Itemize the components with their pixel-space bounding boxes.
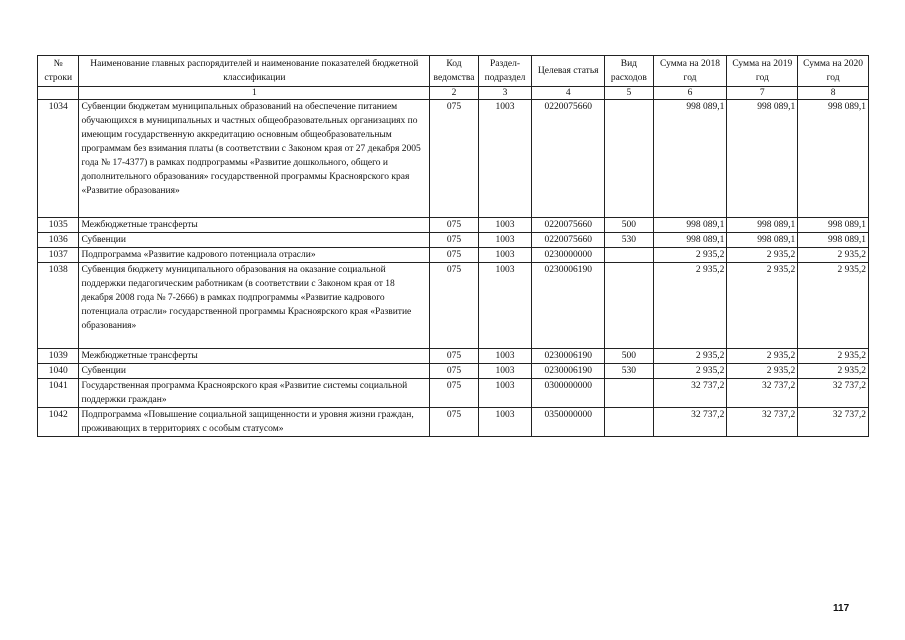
row-name: Межбюджетные трансферты — [79, 349, 430, 364]
row-target-article: 0230006190 — [532, 349, 605, 364]
row-target-article: 0220075660 — [532, 218, 605, 233]
row-department-code: 075 — [430, 218, 479, 233]
row-number: 1041 — [38, 379, 79, 408]
header-department-code: Код ведомства — [430, 56, 479, 87]
row-department-code: 075 — [430, 248, 479, 263]
row-department-code: 075 — [430, 263, 479, 349]
column-number: 4 — [532, 87, 605, 100]
column-number: 3 — [478, 87, 532, 100]
header-sum-2020: Сумма на 2020 год — [798, 56, 869, 87]
table-row — [38, 233, 869, 248]
row-sum-2020: 32 737,2 — [798, 379, 869, 408]
row-sum-2018: 998 089,1 — [653, 100, 727, 218]
header-name: Наименование главных распорядителей и наименование показателей бюджетной классификации — [79, 56, 430, 87]
header-section: Раздел-подраздел — [478, 56, 532, 87]
budget-table — [37, 55, 869, 437]
column-number — [38, 87, 79, 100]
row-number: 1038 — [38, 263, 79, 349]
row-sum-2019: 32 737,2 — [727, 379, 798, 408]
header-row — [38, 56, 869, 87]
column-number: 6 — [653, 87, 727, 100]
row-sum-2020: 2 935,2 — [798, 248, 869, 263]
row-section: 1003 — [478, 248, 532, 263]
header-target-article: Целевая статья — [532, 56, 605, 87]
row-name: Государственная программа Красноярского края «Развитие системы социальной поддержки граждан» — [79, 379, 430, 408]
table-row — [38, 379, 869, 408]
header-sum-2019: Сумма на 2019 год — [727, 56, 798, 87]
row-target-article: 0230000000 — [532, 248, 605, 263]
row-name: Субвенция бюджету муниципального образования на оказание социальной поддержки педагогическим работникам (в соответствии с Законом края от 18 декабря 2008 года № 7-2666) в рамках подпрограммы «Развитие кадрового потенциала отрасли» государственной программы Красноярского края «Развитие образования» — [79, 263, 430, 349]
row-expense-type: 530 — [605, 233, 654, 248]
row-sum-2020: 2 935,2 — [798, 364, 869, 379]
row-sum-2019: 998 089,1 — [727, 233, 798, 248]
column-number-row — [38, 87, 869, 100]
row-number: 1039 — [38, 349, 79, 364]
row-section: 1003 — [478, 364, 532, 379]
row-expense-type — [605, 248, 654, 263]
row-sum-2018: 2 935,2 — [653, 248, 727, 263]
row-target-article: 0300000000 — [532, 379, 605, 408]
row-expense-type — [605, 263, 654, 349]
row-section: 1003 — [478, 379, 532, 408]
row-number: 1035 — [38, 218, 79, 233]
row-sum-2018: 998 089,1 — [653, 218, 727, 233]
row-sum-2020: 2 935,2 — [798, 263, 869, 349]
header-expense-type: Вид расходов — [605, 56, 654, 87]
table-row — [38, 100, 869, 218]
row-name: Субвенции — [79, 364, 430, 379]
row-sum-2018: 998 089,1 — [653, 233, 727, 248]
row-sum-2018: 2 935,2 — [653, 364, 727, 379]
row-sum-2019: 2 935,2 — [727, 364, 798, 379]
table-body — [38, 100, 869, 437]
table-row — [38, 364, 869, 379]
row-department-code: 075 — [430, 379, 479, 408]
row-number: 1036 — [38, 233, 79, 248]
row-expense-type: 530 — [605, 364, 654, 379]
row-expense-type: 500 — [605, 349, 654, 364]
row-sum-2020: 998 089,1 — [798, 233, 869, 248]
row-sum-2018: 2 935,2 — [653, 349, 727, 364]
row-name: Субвенции бюджетам муниципальных образований на обеспечение питанием обучающихся в муниципальных и частных общеобразовательных организациях по имеющим государственную аккредитацию основным общеобразовательным программам без взимания платы (в соответствии с Законом края от 27 декабря 2005 года № 17-4377) в рамках подпрограммы «Развитие дошкольного, общего и дополнительного образования» государственной программы Красноярского края «Развитие образования» — [79, 100, 430, 218]
row-sum-2020: 32 737,2 — [798, 408, 869, 437]
row-sum-2019: 2 935,2 — [727, 248, 798, 263]
row-number: 1037 — [38, 248, 79, 263]
row-expense-type: 500 — [605, 218, 654, 233]
column-number: 1 — [79, 87, 430, 100]
table-row — [38, 349, 869, 364]
row-target-article: 0220075660 — [532, 100, 605, 218]
row-target-article: 0350000000 — [532, 408, 605, 437]
table-row — [38, 218, 869, 233]
row-section: 1003 — [478, 100, 532, 218]
table-row — [38, 408, 869, 437]
row-name: Подпрограмма «Повышение социальной защищенности и уровня жизни граждан, проживающих в территориях с особым статусом» — [79, 408, 430, 437]
row-sum-2019: 32 737,2 — [727, 408, 798, 437]
row-expense-type — [605, 379, 654, 408]
row-department-code: 075 — [430, 100, 479, 218]
row-sum-2019: 998 089,1 — [727, 100, 798, 218]
row-name: Межбюджетные трансферты — [79, 218, 430, 233]
header-row-number: № строки — [38, 56, 79, 87]
row-sum-2018: 32 737,2 — [653, 408, 727, 437]
row-target-article: 0230006190 — [532, 263, 605, 349]
row-section: 1003 — [478, 349, 532, 364]
row-department-code: 075 — [430, 408, 479, 437]
row-section: 1003 — [478, 233, 532, 248]
row-department-code: 075 — [430, 364, 479, 379]
row-section: 1003 — [478, 408, 532, 437]
row-sum-2020: 2 935,2 — [798, 349, 869, 364]
row-name: Субвенции — [79, 233, 430, 248]
header-sum-2018: Сумма на 2018 год — [653, 56, 727, 87]
row-sum-2020: 998 089,1 — [798, 100, 869, 218]
row-sum-2018: 32 737,2 — [653, 379, 727, 408]
column-number: 5 — [605, 87, 654, 100]
page-number: 117 — [833, 603, 850, 614]
table-row — [38, 248, 869, 263]
table-header — [38, 56, 869, 100]
row-target-article: 0230006190 — [532, 364, 605, 379]
row-department-code: 075 — [430, 233, 479, 248]
row-target-article: 0220075660 — [532, 233, 605, 248]
row-expense-type — [605, 408, 654, 437]
row-name: Подпрограмма «Развитие кадрового потенциала отрасли» — [79, 248, 430, 263]
column-number: 8 — [798, 87, 869, 100]
row-sum-2019: 998 089,1 — [727, 218, 798, 233]
row-number: 1040 — [38, 364, 79, 379]
row-section: 1003 — [478, 218, 532, 233]
row-expense-type — [605, 100, 654, 218]
column-number: 2 — [430, 87, 479, 100]
row-number: 1034 — [38, 100, 79, 218]
row-section: 1003 — [478, 263, 532, 349]
table-row — [38, 263, 869, 349]
row-sum-2020: 998 089,1 — [798, 218, 869, 233]
row-sum-2018: 2 935,2 — [653, 263, 727, 349]
column-number: 7 — [727, 87, 798, 100]
row-sum-2019: 2 935,2 — [727, 349, 798, 364]
row-number: 1042 — [38, 408, 79, 437]
row-department-code: 075 — [430, 349, 479, 364]
row-sum-2019: 2 935,2 — [727, 263, 798, 349]
